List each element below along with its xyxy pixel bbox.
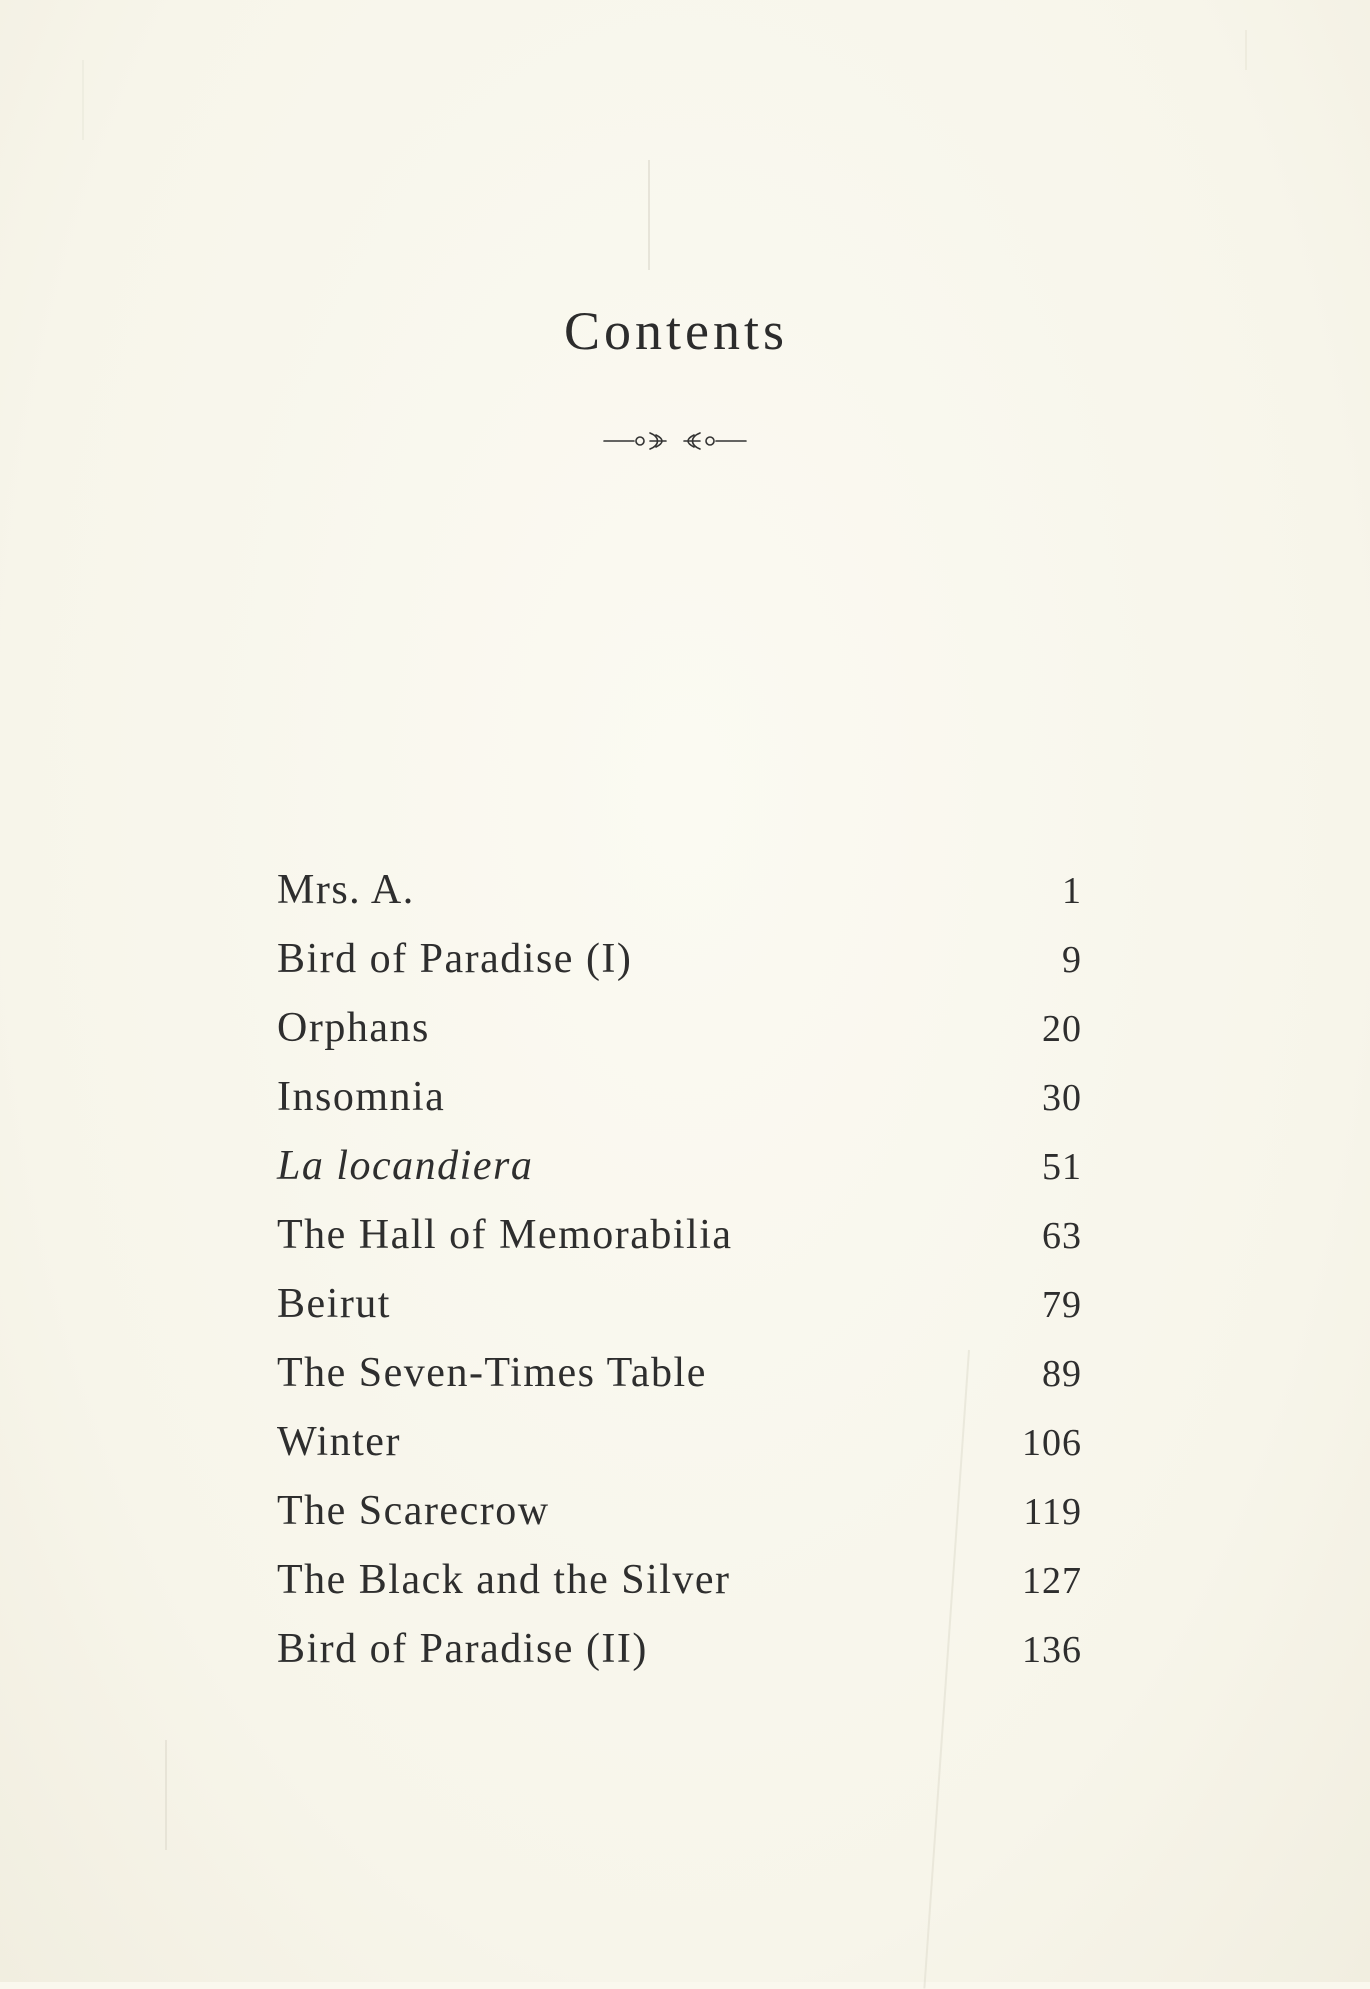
toc-entry — [277, 1349, 1082, 1418]
toc-entry — [277, 866, 1082, 935]
toc-entry-page-number: 89 — [1042, 1353, 1082, 1395]
toc-entry — [277, 1625, 1082, 1694]
toc-entry-page-number: 30 — [1042, 1077, 1082, 1119]
toc-entry-title: Mrs. A. — [277, 867, 415, 913]
toc-entry-title: La locandiera — [277, 1143, 534, 1189]
toc-entry — [277, 1556, 1082, 1625]
toc-entry — [277, 1487, 1082, 1556]
toc-entry-page-number: 1 — [1062, 870, 1082, 912]
scan-artifact — [648, 160, 650, 270]
toc-entry-title: Beirut — [277, 1281, 391, 1327]
toc-entry-title: The Black and the Silver — [277, 1557, 731, 1603]
toc-entry-page-number: 106 — [1022, 1422, 1082, 1464]
toc-entry-page-number: 9 — [1062, 939, 1082, 981]
toc-entry-title: The Seven-Times Table — [277, 1350, 707, 1396]
toc-entry-title: Bird of Paradise (II) — [277, 1626, 648, 1672]
scan-artifact — [82, 60, 84, 140]
table-of-contents — [277, 866, 1082, 1694]
toc-entry-title: Insomnia — [277, 1074, 446, 1120]
toc-entry-page-number: 79 — [1042, 1284, 1082, 1326]
toc-entry-page-number: 119 — [1023, 1491, 1082, 1533]
toc-entry-title: Bird of Paradise (I) — [277, 936, 633, 982]
toc-entry — [277, 1418, 1082, 1487]
floral-divider-icon — [600, 428, 750, 454]
toc-entry — [277, 1280, 1082, 1349]
toc-entry — [277, 1004, 1082, 1073]
scan-artifact — [165, 1740, 167, 1850]
scan-artifact — [1245, 30, 1247, 70]
toc-entry-title: Orphans — [277, 1005, 430, 1051]
toc-entry-title: The Scarecrow — [277, 1488, 550, 1534]
toc-entry-page-number: 136 — [1022, 1629, 1082, 1671]
toc-entry — [277, 935, 1082, 1004]
toc-entry-page-number: 127 — [1022, 1560, 1082, 1602]
toc-entry-page-number: 20 — [1042, 1008, 1082, 1050]
toc-entry — [277, 1142, 1082, 1211]
page-title: Contents — [563, 301, 788, 361]
toc-entry — [277, 1073, 1082, 1142]
toc-entry-title: The Hall of Memorabilia — [277, 1212, 733, 1258]
toc-entry-title: Winter — [277, 1419, 401, 1465]
toc-entry — [277, 1211, 1082, 1280]
toc-entry-page-number: 51 — [1042, 1146, 1082, 1188]
toc-entry-page-number: 63 — [1042, 1215, 1082, 1257]
